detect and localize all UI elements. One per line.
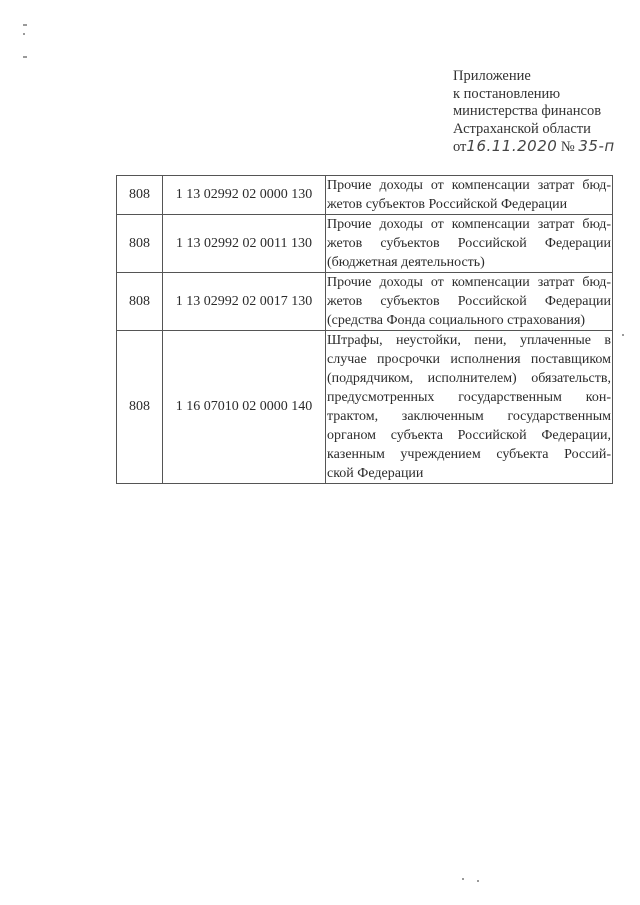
scan-speck	[23, 24, 27, 26]
scan-speck	[23, 56, 27, 58]
description-line: Штрафы, неустойки, пени, уплаченные в	[327, 333, 611, 348]
description-line: казенным учреждением субъекта Россий-	[327, 447, 611, 462]
appendix-header	[453, 68, 633, 157]
handwritten-number: 35-п	[578, 137, 615, 155]
kbk-cell: 1 16 07010 02 0000 140	[163, 331, 326, 484]
scan-speck	[477, 880, 479, 882]
date-prefix: от	[453, 139, 467, 155]
scan-speck	[462, 878, 464, 880]
appendix-line: Астраханской области	[453, 120, 591, 137]
description-cell	[326, 215, 613, 273]
description-cell	[326, 331, 613, 484]
handwritten-date: 16.11.2020	[466, 137, 558, 155]
description-line: Прочие доходы от компенсации затрат бюд-	[327, 275, 611, 290]
table-row	[117, 215, 613, 273]
admin-code-cell: 808	[117, 176, 163, 215]
table-row	[117, 273, 613, 331]
table-row	[117, 331, 613, 484]
kbk-cell: 1 13 02992 02 0011 130	[163, 215, 326, 273]
description-line: (бюджетная деятельность)	[327, 255, 485, 270]
appendix-title: Приложение	[453, 68, 531, 84]
description-line: Прочие доходы от компенсации затрат бюд-	[327, 217, 611, 232]
table-row	[117, 176, 613, 215]
appendix-date-line	[453, 138, 633, 157]
description-line: случае просрочки исполнения поставщиком	[327, 352, 611, 367]
description-line: трактом, заключенным государственным	[327, 409, 611, 424]
scan-speck	[23, 33, 25, 35]
appendix-line: министерства финансов	[453, 103, 602, 119]
number-sign: №	[560, 139, 575, 155]
kbk-cell: 1 13 02992 02 0000 130	[163, 176, 326, 215]
kbk-cell: 1 13 02992 02 0017 130	[163, 273, 326, 331]
description-line: (средства Фонда социального страхования)	[327, 313, 586, 328]
appendix-line: к постановлению	[453, 85, 561, 102]
admin-code-cell: 808	[117, 331, 163, 484]
description-line: (подрядчиком, исполнителем) обязательств,	[327, 371, 611, 386]
budget-codes-table	[116, 175, 613, 484]
description-line: ской Федерации	[327, 466, 424, 481]
scan-speck	[622, 334, 624, 336]
description-line: жетов субъектов Российской Федерации	[327, 197, 568, 212]
description-line: предусмотренных государственным кон-	[327, 390, 611, 405]
admin-code-cell: 808	[117, 273, 163, 331]
admin-code-cell: 808	[117, 215, 163, 273]
description-line: Прочие доходы от компенсации затрат бюд-	[327, 178, 611, 193]
description-cell	[326, 273, 613, 331]
description-line: органом субъекта Российской Федерации,	[327, 428, 611, 443]
description-cell	[326, 176, 613, 215]
description-line: жетов субъектов Российской Федерации	[327, 294, 611, 309]
description-line: жетов субъектов Российской Федерации	[327, 236, 611, 251]
